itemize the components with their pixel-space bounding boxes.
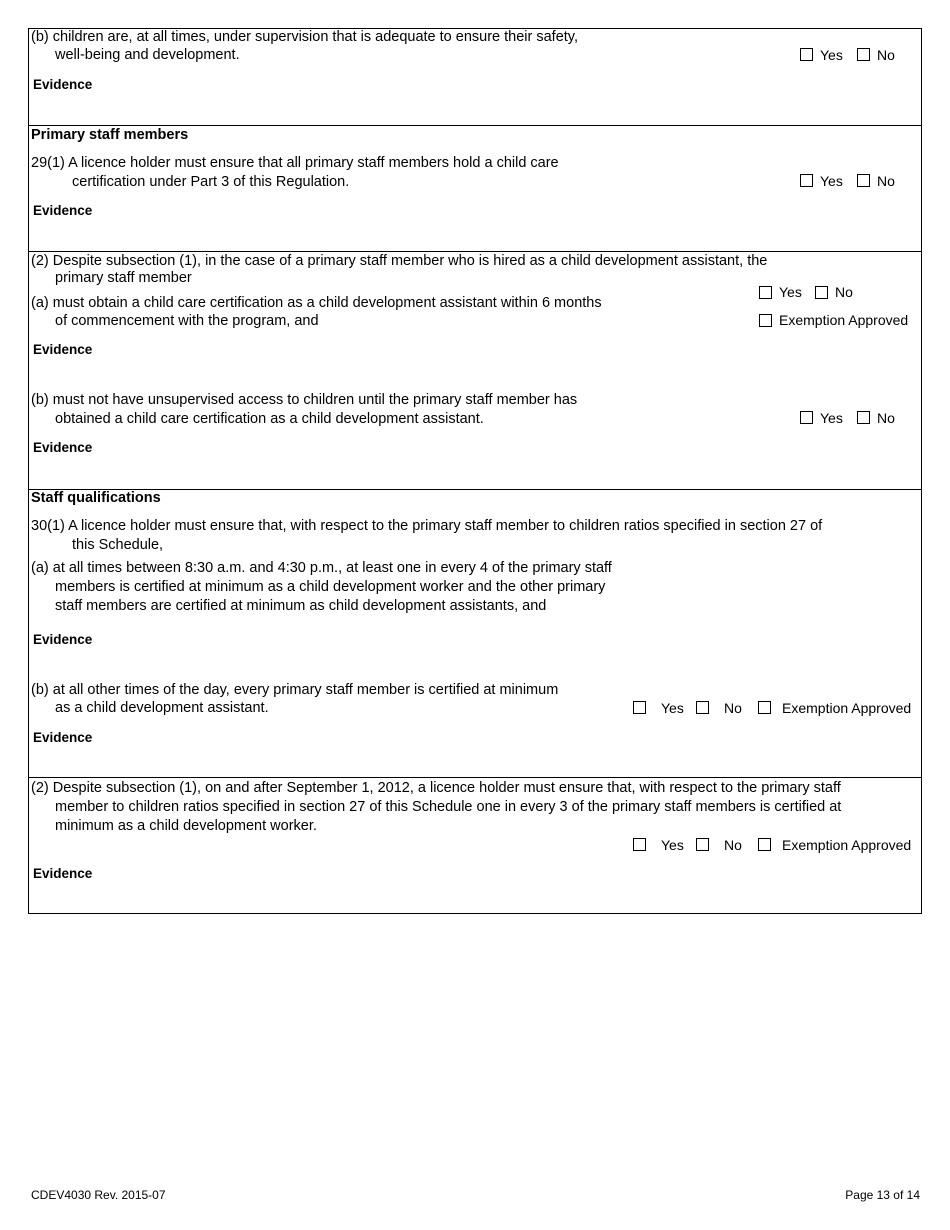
evidence-label: Evidence xyxy=(33,866,93,881)
clause-text: of commencement with the program, and xyxy=(55,313,319,329)
yes-label: Yes xyxy=(661,700,684,716)
evidence-label: Evidence xyxy=(33,730,93,745)
clause-text: 30(1) A licence holder must ensure that, with respect to the primary staff member to children ratios specified in section 27 of xyxy=(31,518,823,534)
exemption-checkbox[interactable] xyxy=(759,314,772,327)
no-label: No xyxy=(724,837,742,853)
no-label: No xyxy=(877,410,895,426)
no-checkbox[interactable] xyxy=(696,701,709,714)
yes-label: Yes xyxy=(820,47,843,63)
divider xyxy=(28,777,922,778)
no-label: No xyxy=(835,284,853,300)
no-checkbox[interactable] xyxy=(696,838,709,851)
yes-checkbox[interactable] xyxy=(800,48,813,61)
page-number: Page 13 of 14 xyxy=(845,1188,920,1202)
clause-text: (2) Despite subsection (1), on and after September 1, 2012, a licence holder must ensure that, with respect to the primary staff xyxy=(31,780,841,796)
clause-text: members is certified at minimum as a child development worker and the other primary xyxy=(55,579,606,595)
yes-checkbox[interactable] xyxy=(633,701,646,714)
clause-text: (a) must obtain a child care certification as a child development assistant within 6 months xyxy=(31,295,602,311)
clause-text: primary staff member xyxy=(55,270,192,286)
yes-label: Yes xyxy=(779,284,802,300)
form-id: CDEV4030 Rev. 2015-07 xyxy=(31,1188,166,1202)
clause-text: 29(1) A licence holder must ensure that all primary staff members hold a child care xyxy=(31,155,559,171)
yes-checkbox[interactable] xyxy=(759,286,772,299)
yes-checkbox[interactable] xyxy=(633,838,646,851)
no-label: No xyxy=(724,700,742,716)
exemption-label: Exemption Approved xyxy=(779,312,909,328)
yes-checkbox[interactable] xyxy=(800,411,813,424)
no-checkbox[interactable] xyxy=(815,286,828,299)
no-checkbox[interactable] xyxy=(857,174,870,187)
no-checkbox[interactable] xyxy=(857,48,870,61)
section-heading: Primary staff members xyxy=(31,127,189,143)
clause-text: as a child development assistant. xyxy=(55,700,269,716)
clause-text: (2) Despite subsection (1), in the case of a primary staff member who is hired as a child development assistant, the xyxy=(31,253,768,269)
clause-text: this Schedule, xyxy=(72,537,164,553)
yes-label: Yes xyxy=(820,173,843,189)
evidence-label: Evidence xyxy=(33,203,93,218)
yes-checkbox[interactable] xyxy=(800,174,813,187)
clause-text: (b) must not have unsupervised access to children until the primary staff member has xyxy=(31,392,578,408)
divider xyxy=(28,489,922,490)
yes-label: Yes xyxy=(661,837,684,853)
section-heading: Staff qualifications xyxy=(31,490,161,506)
clause-text: certification under Part 3 of this Regulation. xyxy=(72,174,350,190)
evidence-label: Evidence xyxy=(33,440,93,455)
evidence-label: Evidence xyxy=(33,77,93,92)
clause-text: well-being and development. xyxy=(55,47,240,63)
clause-text: staff members are certified at minimum as child development assistants, and xyxy=(55,598,547,614)
no-label: No xyxy=(877,173,895,189)
no-label: No xyxy=(877,47,895,63)
exemption-checkbox[interactable] xyxy=(758,838,771,851)
exemption-label: Exemption Approved xyxy=(782,700,912,716)
evidence-label: Evidence xyxy=(33,632,93,647)
clause-text: (b) at all other times of the day, every primary staff member is certified at minimum xyxy=(31,682,559,698)
exemption-checkbox[interactable] xyxy=(758,701,771,714)
no-checkbox[interactable] xyxy=(857,411,870,424)
evidence-label: Evidence xyxy=(33,342,93,357)
clause-text: minimum as a child development worker. xyxy=(55,818,317,834)
clause-text: (a) at all times between 8:30 a.m. and 4:30 p.m., at least one in every 4 of the primary staff xyxy=(31,560,612,576)
clause-text: member to children ratios specified in section 27 of this Schedule one in every 3 of the primary staff members is certified at xyxy=(55,799,842,815)
clause-text: (b) children are, at all times, under supervision that is adequate to ensure their safety, xyxy=(31,29,578,45)
clause-text: obtained a child care certification as a child development assistant. xyxy=(55,411,484,427)
exemption-label: Exemption Approved xyxy=(782,837,912,853)
yes-label: Yes xyxy=(820,410,843,426)
